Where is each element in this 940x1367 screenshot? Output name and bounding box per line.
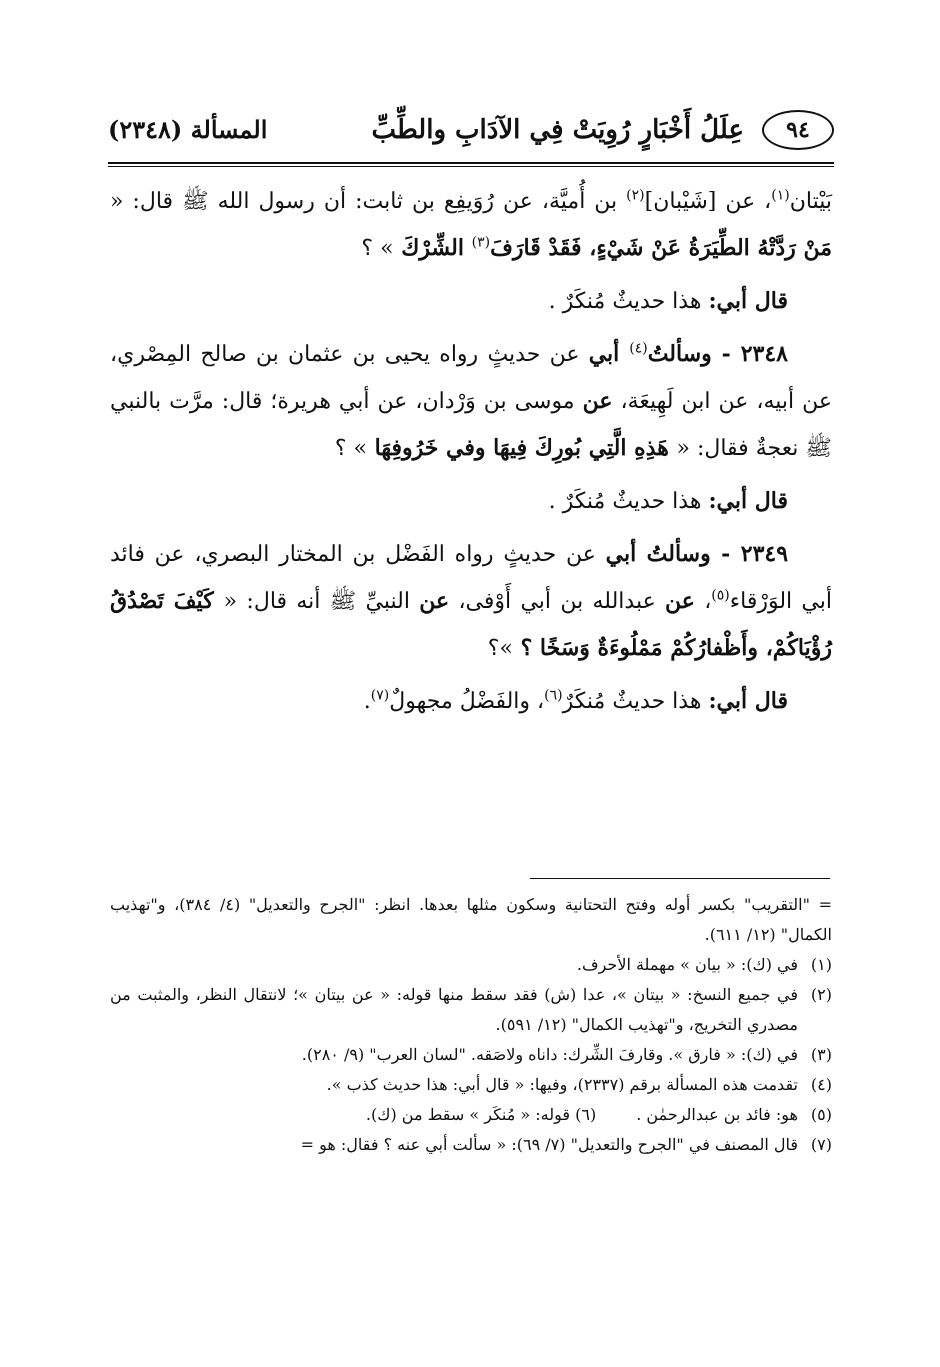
paragraph-4 bbox=[110, 478, 832, 525]
text: . bbox=[363, 689, 371, 714]
text: هذا حديثٌ مُنكَرٌ bbox=[562, 689, 709, 714]
issue-number: ٢٣٤٩ - وسألتُ أبي bbox=[605, 541, 789, 567]
footnote-ref-5[interactable]: (٥) bbox=[711, 587, 730, 604]
footnote-2 bbox=[110, 980, 832, 1040]
issue-number: ٢٣٤٨ - وسألتُ bbox=[647, 341, 788, 367]
footnote-continuation: = "التقريب" بكسر أوله وفتح التحتانية وسكون مثلها بعدها. انظر: "الجرح والتعديل" (٤/ ٣٨٤)، و"تهذيب الكمال" (١٢/ ٦١١). bbox=[110, 895, 832, 944]
footnote-6-text: قوله: « مُنكَر » سقط من (ك). bbox=[365, 1105, 571, 1124]
speaker: قال أبي: bbox=[708, 488, 788, 514]
footnote-ref-7[interactable]: (٧) bbox=[370, 687, 390, 704]
footnote-5-6 bbox=[110, 1100, 832, 1130]
footnote-text bbox=[110, 1100, 798, 1130]
footnote-ref-1[interactable]: (١) bbox=[771, 187, 790, 204]
issue-label: المسألة (٢٣٤٨) bbox=[108, 115, 268, 144]
footnote-number: (١) bbox=[810, 955, 832, 974]
hadith-text: الشِّرْكَ bbox=[393, 235, 472, 261]
paragraph-3 bbox=[110, 331, 832, 472]
paragraph-6 bbox=[110, 678, 832, 725]
footnote-number: (٦) bbox=[575, 1105, 597, 1124]
hadith-text: هَذِهِ الَّتِي بُورِكَ فِيهَا وفي خَرُوفِهَا bbox=[366, 435, 677, 461]
footnote-ref-4[interactable]: (٤) bbox=[629, 340, 648, 357]
footnote-number: (٧) bbox=[810, 1135, 832, 1154]
text: عن حديثٍ رواه يحيى بن عثمان بن صالح المِصْري، عن أبيه، عن ابن لَهِيعَة، bbox=[110, 342, 832, 414]
text: » ؟ bbox=[334, 436, 367, 461]
footnote-number: (٣) bbox=[810, 1045, 832, 1064]
footnote-1 bbox=[110, 950, 832, 980]
paragraph-2 bbox=[110, 278, 832, 325]
footnote-text: في جميع النسخ: « بيتان »، عدا (ش) فقد سقط منها قوله: « عن بيتان »؛ لانتقال النظر، والمثبت من مصدري التخريج، و"تهذيب الكمال" (١٢/ ٥٩١). bbox=[110, 985, 798, 1034]
text: ، والفَضْلُ مجهولٌ bbox=[389, 689, 545, 714]
book-title: عِلَلُ أَخْبَارٍ رُوِيَتْ فِي الآدَابِ والطِّبِّ bbox=[371, 115, 744, 145]
main-text bbox=[110, 178, 832, 725]
text: »؟ bbox=[487, 636, 513, 661]
hadith-text: كَيْفَ تَصْدُقُ رُؤْيَاكُمْ، وأَظْفارُكُمْ مَمْلُوءَةٌ وَسَخًا ؟ bbox=[110, 588, 832, 661]
footnote-text: في (ك): « بيان » مهملة الأحرف. bbox=[576, 955, 798, 974]
text: بَيْتان bbox=[789, 189, 833, 214]
text: عن bbox=[582, 388, 613, 414]
text: هذا حديثٌ مُنكَرٌ . bbox=[548, 289, 709, 314]
text: عن bbox=[665, 588, 695, 614]
text: هذا حديثٌ مُنكَرٌ . bbox=[548, 489, 709, 514]
text: عن حديثٍ رواه الفَضْل بن المختار البصري، عن فائد أبي الوَرْقاء bbox=[110, 542, 833, 614]
hadith-text: مَنْ رَدَّتْهُ الطِّيَرَةُ عَنْ شَيْءٍ، فَقَدْ قَارَفَ bbox=[490, 235, 832, 261]
speaker: قال أبي: bbox=[708, 688, 788, 714]
running-header bbox=[108, 108, 834, 158]
page-number: ٩٤ bbox=[762, 110, 834, 150]
text: ، عن [شَيْبان] bbox=[644, 189, 772, 214]
footnote-ref-2[interactable]: (٢) bbox=[626, 187, 645, 204]
text: عن bbox=[419, 588, 450, 614]
speaker: قال أبي: bbox=[708, 288, 788, 314]
text: بن أُميَّة، عن رُوَيفِع بن ثابت: أن رسول الله ﷺ قال: « bbox=[110, 189, 627, 214]
header-rule-thin bbox=[108, 166, 834, 167]
footnotes bbox=[110, 890, 832, 1160]
footnote-number: (٢) bbox=[810, 985, 832, 1004]
footnote-7 bbox=[110, 1130, 832, 1160]
footnote-5-text: هو: فائد بن عبدالرحمٰن . bbox=[636, 1105, 798, 1124]
footnote-text: تقدمت هذه المسألة برقم (٢٣٣٧)، وفيها: « قال أبي: هذا حديث كذب ». bbox=[326, 1075, 798, 1094]
footnote-number: (٤) bbox=[810, 1075, 832, 1094]
footnote-ref-3[interactable]: (٣) bbox=[471, 234, 491, 251]
text: النبيِّ ﷺ أنه قال: « bbox=[223, 589, 420, 614]
text: » ؟ bbox=[361, 236, 394, 261]
footnote-text: في (ك): « فارق ». وقارفَ الشِّرك: داناه ولاصَقه. "لسان العرب" (٩/ ٢٨٠). bbox=[301, 1045, 798, 1064]
header-rule bbox=[108, 162, 834, 164]
footnote-ref-6[interactable]: (٦) bbox=[544, 687, 563, 704]
footnote-number: (٥) bbox=[810, 1105, 832, 1124]
text: موسى بن وَرْدان، عن أبي هريرة؛ قال: مرَّت بالنبي ﷺ نعجةٌ فقال: « bbox=[110, 389, 832, 461]
paragraph-5 bbox=[110, 531, 832, 672]
text: أبي bbox=[588, 341, 630, 367]
footnote-text: قال المصنف في "الجرح والتعديل" (٧/ ٦٩): « سألت أبي عنه ؟ فقال: هو = bbox=[300, 1135, 798, 1154]
text: ، bbox=[694, 589, 712, 614]
paragraph-1 bbox=[110, 178, 832, 272]
footnote-4 bbox=[110, 1070, 832, 1100]
footnote-3 bbox=[110, 1040, 832, 1070]
footnote-separator bbox=[530, 878, 830, 879]
text: عبدالله بن أبي أَوْفى، bbox=[449, 589, 666, 614]
